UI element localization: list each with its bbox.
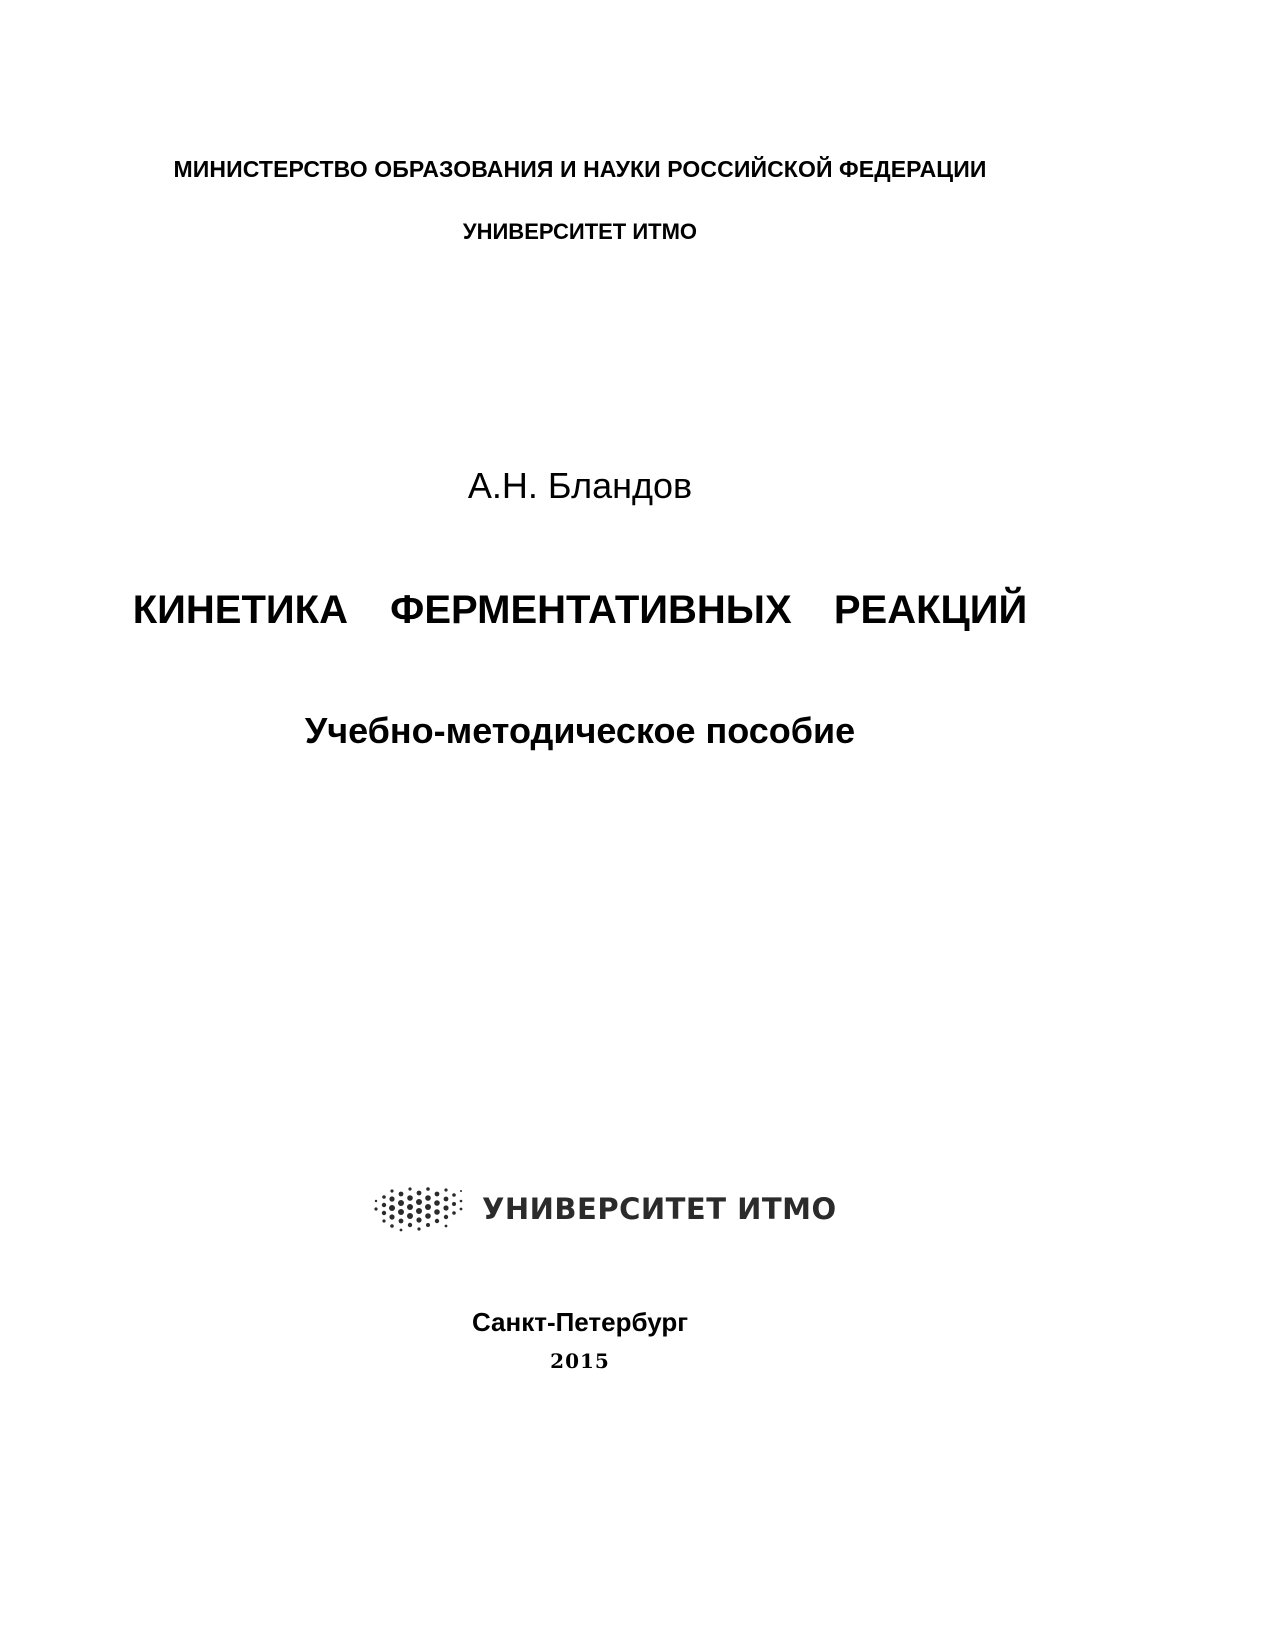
itmo-dots-logo-icon [372, 1183, 468, 1235]
author-name: А.Н. Бландов [467, 465, 693, 506]
ministry-heading: МИНИСТЕРСТВО ОБРАЗОВАНИЯ И НАУКИ РОССИЙСКОЙ ФЕДЕРАЦИИ [173, 156, 987, 182]
document-title: КИНЕТИКА ФЕРМЕНТАТИВНЫХ РЕАКЦИЙ [132, 588, 1028, 632]
publication-city: Санкт-Петербург [471, 1307, 689, 1337]
university-heading: УНИВЕРСИТЕТ ИТМО [462, 219, 698, 244]
document-subtitle: Учебно-методическое пособие [304, 710, 856, 751]
university-logo [372, 1183, 837, 1235]
logo-text: УНИВЕРСИТЕТ ИТМО [482, 1192, 837, 1226]
publication-year: 2015 [550, 1349, 610, 1373]
